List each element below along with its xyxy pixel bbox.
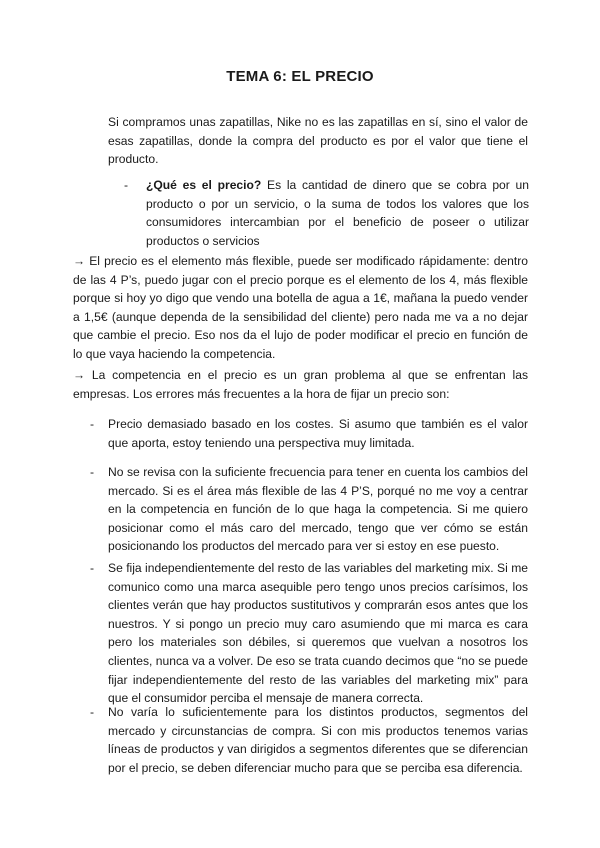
definition-bullet: - — [124, 178, 129, 192]
error-bullet: - — [90, 465, 95, 479]
definition-paragraph — [146, 176, 529, 250]
intro-paragraph: Si compramos unas zapatillas, Nike no es las zapatillas en sí, sino el valor de esas zapatillas, donde la compra del producto es por el valor que tiene el producto. — [108, 115, 528, 167]
definition-question: ¿Qué es el precio? — [146, 178, 262, 192]
error-bullet: - — [90, 417, 95, 431]
page-title: TEMA 6: EL PRECIO — [226, 68, 374, 85]
competition-paragraph: → La competencia en el precio es un gran problema al que se enfrentan las empresas. Los errores más frecuentes a la hora de fijar un precio son: — [73, 368, 528, 401]
flexibility-paragraph: → El precio es el elemento más flexible, puede ser modificado rápidamente: dentro de las 4 P’s, puedo jugar con el precio porque es el elemento de los 4, más flexible porque si hoy yo digo que vendo una botella de agua a 1€, mañana la puedo vender a 1,5€ (aunque dependa de la sensibilidad del cliente) pero nada me va a no dejar que cambie el precio. Eso nos da el lujo de poder modificar el precio en función de lo que vaya haciendo la competencia. — [73, 254, 528, 361]
error-item-segments: No varía lo suficientemente para los distintos productos, segmentos del mercado y circunstancias de compra. Si con mis productos tenemos varias líneas de productos y van dirigidos a segmentos diferentes que se diferencian por el precio, se deben diferenciar mucho para que se perciba esa diferencia. — [108, 705, 528, 775]
error-bullet: - — [90, 561, 95, 575]
error-item-marketing-mix: Se fija independientemente del resto de las variables del marketing mix. Si me comunico como una marca asequible pero tengo unos precios carísimos, los clientes verán que hay productos sustitutivos y comprarán esos antes que los nuestros. Y si pongo un precio muy caro asumiendo que mi marca es cara pero los materiales son débiles, si queremos que vuelvan a nosotros los clientes, nunca va a volver. De eso se trata cuando decimos que “no se puede fijar independientemente del resto de las variables del marketing mix” para que el consumidor perciba el mensaje de manera correcta. — [108, 561, 528, 706]
error-item-revision: No se revisa con la suficiente frecuencia para tener en cuenta los cambios del mercado. Si es el área más flexible de las 4 P’S, porqué no me voy a centrar en la competencia en función de lo que haga la competencia. Si me quiero posicionar como el más caro del mercado, tengo que ver cómo se están posicionando los productos del mercado para ver si estoy en ese puesto. — [108, 465, 528, 554]
error-item-costs: Precio demasiado basado en los costes. Si asumo que también es el valor que aporta, estoy teniendo una perspectiva muy limitada. — [108, 417, 528, 450]
definition-answer: Es la cantidad de dinero que se cobra por un producto o por un servicio, o la suma de todos los valores que los consumidores intercambian por el beneficio de poseer o utilizar productos o servicios — [146, 178, 529, 248]
error-bullet: - — [90, 705, 95, 719]
